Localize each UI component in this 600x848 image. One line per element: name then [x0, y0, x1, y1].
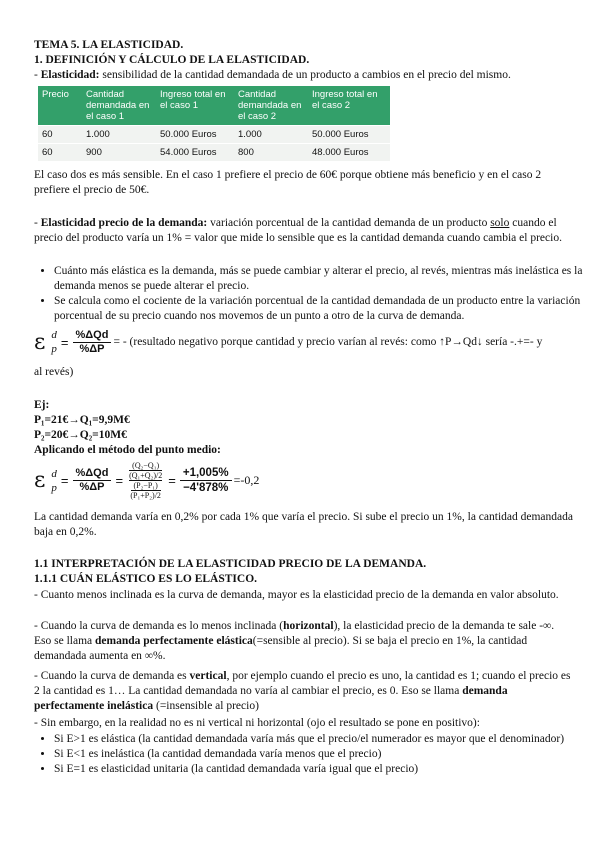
formula-fraction: $\frac{\text{\%ΔQd}}{\%\Delta P}$	[73, 329, 112, 356]
table-comment: El caso dos es más sensible. En el caso 1 prefiere el precio de 60€ porque obtiene más beneficio y en el caso 2 prefiere el precio de 50€.	[34, 169, 542, 196]
table-cell: 1.000	[82, 126, 156, 144]
elasticity-term: Elasticidad:	[40, 69, 100, 81]
example-point-2: P₂=20€→Q₂=10M€	[34, 429, 127, 441]
price-elasticity-term: Elasticidad precio de la demanda:	[40, 217, 208, 229]
epsilon-symbol: ε	[34, 329, 46, 355]
section-1-1-1-heading: 1.1.1 CUÁN ELÁSTICO ES LO ELÁSTICO.	[34, 573, 258, 585]
equals-sign: =	[168, 473, 176, 488]
table-cell: 800	[234, 144, 308, 162]
elasticity-definition: - Elasticidad: sensibilidad de la cantidad demandada de un producto a cambios en el precio del mismo.	[34, 69, 511, 81]
equals-sign: =	[60, 473, 69, 488]
table-row	[38, 144, 390, 162]
formula-result: =-0,2	[233, 473, 260, 487]
section-1-1-heading: 1.1 INTERPRETACIÓN DE LA ELASTICIDAD PRECIO DE LA DEMANDA.	[34, 558, 427, 570]
interpretation-line-4: - Sin embargo, en la realidad no es ni vertical ni horizontal (ojo el resultado se pone en positivo):	[34, 717, 480, 729]
epsilon-symbol: ε	[34, 468, 46, 493]
table-cell: 60	[38, 144, 82, 162]
equals-sign: =	[115, 473, 124, 488]
table-header: Ingreso total en el caso 2	[308, 86, 390, 126]
table-cell: 54.000 Euros	[156, 144, 234, 162]
table-cell: 900	[82, 144, 156, 162]
table-header-row	[38, 86, 390, 126]
formula-explanation: = - (resultado negativo porque cantidad y precio varían al revés: como ↑P→Qd↓ sería -.+=- y	[113, 335, 543, 348]
example-title: Ej:	[34, 399, 50, 411]
midpoint-formula	[34, 461, 259, 500]
table-cell: 60	[38, 126, 82, 144]
table-header: Ingreso total en el caso 1	[156, 86, 234, 126]
page-title: TEMA 5. LA ELASTICIDAD.	[34, 39, 184, 51]
interpretation-line-2: - Cuando la curva de demanda es lo menos inclinada (horizontal), la elasticidad precio de la demanda te sale -∞. Eso se llama demanda perfectamente elástica(=sensible al precio). Si se baja el precio en 1%, la cantidad demandada aumenta en ∞%.	[34, 620, 555, 662]
table-header: Cantidad demandada en el caso 2	[234, 86, 308, 126]
formula-explanation-cont: al revés)	[34, 366, 74, 378]
price-elasticity-definition: - Elasticidad precio de la demanda: variación porcentual de la cantidad demanda de un producto solo cuando el precio del producto varía un 1% = valor que mide lo sensible que es la cantidad demanda cuando cambia el precio.	[34, 217, 562, 244]
list-item: • Si E>1 es elástica (la cantidad demandada varía más que el precio/el numerador es mayor que el denominador)	[54, 732, 600, 747]
example-point-1: P₁=21€→Q₁=9,9M€	[34, 414, 130, 426]
midpoint-fraction: $\frac{\frac{\text{(Q₂−Q₁)}}{\text{(Q₁+Q₂)/2}}}{\frac{\text{(P₂−P₁)}}{\text{(P₁+P₂)/2}}}$	[129, 461, 163, 500]
subscript-labels: d p	[51, 467, 57, 494]
list-item: • Si E=1 es elasticidad unitaria (la cantidad demandada varía igual que el precio)	[54, 762, 600, 777]
list-item: • Se calcula como el cociente de la variación porcentual de la cantidad demandada de un producto entre la variación porcentual de su precio cuando nos movemos de un punto a otro de la curva de demanda.	[54, 294, 600, 324]
underlined-word: solo	[490, 217, 510, 229]
subscript-labels: d p	[51, 329, 57, 355]
price-elasticity-bullets	[20, 264, 600, 324]
result-fraction: $\frac{+1,005\%}{-4'878\%}$	[180, 466, 232, 495]
table-row	[38, 126, 390, 144]
midpoint-method-label: Aplicando el método del punto medio:	[34, 444, 221, 456]
equals-sign: =	[60, 334, 69, 350]
section-1-heading: 1. DEFINICIÓN Y CÁLCULO DE LA ELASTICIDAD.	[34, 54, 310, 66]
list-item: • Cuánto más elástica es la demanda, más se puede cambiar y alterar el precio, al revés, mientras más inelástica es la demanda menos se puede alterar el precio.	[54, 264, 600, 294]
elasticity-cases-list	[20, 732, 600, 777]
list-item: • Si E<1 es inelástica (la cantidad demandada varía menos que el precio)	[54, 747, 600, 762]
revenue-table	[38, 86, 390, 161]
table-cell: 1.000	[234, 126, 308, 144]
interpretation-line-1: - Cuanto menos inclinada es la curva de demanda, mayor es la elasticidad precio de la demanda en valor absoluto.	[34, 589, 559, 601]
table-cell: 48.000 Euros	[308, 144, 390, 162]
table-header: Cantidad demandada en el caso 1	[82, 86, 156, 126]
elasticity-formula	[34, 328, 542, 356]
table-cell: 50.000 Euros	[308, 126, 390, 144]
example-comment: La cantidad demanda varía en 0,2% por cada 1% que varía el precio. Si sube el precio un 1%, la cantidad demandada baja en 0,2%.	[34, 511, 573, 538]
percent-fraction: $\frac{\text{\%ΔQd}}{\%\Delta P}$	[73, 467, 112, 494]
interpretation-line-3: - Cuando la curva de demanda es vertical, por ejemplo cuando el precio es uno, la cantidad es 1; cuando el precio es 2 la cantidad es 1… La cantidad demandada no varía al cambiar el precio, es 0. Eso se llama demanda perfectamente inelástica (=insensible al precio)	[34, 670, 571, 712]
table-cell: 50.000 Euros	[156, 126, 234, 144]
table-header: Precio	[38, 86, 82, 126]
